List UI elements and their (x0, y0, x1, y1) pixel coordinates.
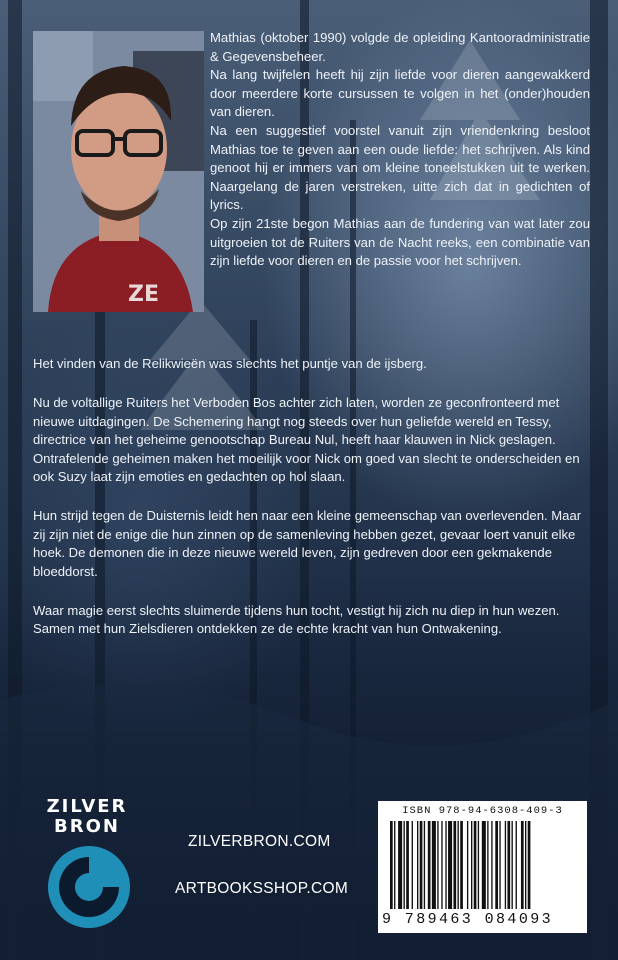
publisher-website[interactable]: ZILVERBRON.COM (188, 833, 331, 850)
barcode-bar (458, 821, 459, 909)
barcode-bar (417, 821, 418, 909)
barcode-bar (424, 821, 425, 909)
svg-text:ZE: ZE (128, 282, 159, 307)
bio-paragraph: Op zijn 21ste begon Mathias aan de fundering van wat later zou uitgroeien tot de Ruiters van de Nacht reeks, een combinatie van zijn liefde voor dieren en de passie voor het schrijven. (210, 215, 590, 269)
logo-line-1: ZILVER (46, 796, 128, 817)
barcode-bar (471, 821, 472, 909)
barcode-bar (499, 821, 500, 909)
barcode-bar (420, 821, 423, 909)
barcode-bar (412, 821, 413, 909)
barcode-bar (394, 821, 395, 909)
barcode-bar (525, 821, 526, 909)
swirl-logo-icon (45, 843, 133, 931)
barcode-bar (507, 821, 510, 909)
author-bio (210, 29, 590, 271)
barcode-bar (474, 821, 477, 909)
barcode-bar (521, 821, 524, 909)
bio-paragraph: Mathias (oktober 1990) volgde de opleiding Kantooradministratie & Gegevensbeheer. (210, 30, 590, 64)
shop-website[interactable]: ARTBOOKSSHOP.COM (175, 880, 349, 897)
barcode-bar (398, 821, 402, 909)
isbn-label: ISBN 978-94-6308-409-3 (402, 805, 563, 817)
barcode-bars (390, 821, 576, 913)
barcode-bar (512, 821, 513, 909)
barcode-bar (478, 821, 479, 909)
publisher-logo (37, 797, 137, 931)
logo-line-2: BRON (54, 816, 120, 837)
bio-paragraph: Na lang twijfelen heeft hij zijn liefde voor dieren aangewakkerd door meerdere korte cursussen te volgen in het (onder)houden van dieren. (210, 67, 590, 120)
barcode-bar (428, 821, 431, 909)
barcode-bar (453, 821, 456, 909)
barcode-bar (406, 821, 409, 909)
author-photo (33, 31, 204, 312)
barcode-bar (441, 821, 442, 909)
barcode-bar (482, 821, 486, 909)
barcode-bar (460, 821, 463, 909)
barcode-bar (437, 821, 438, 909)
barcode-bar (528, 821, 531, 909)
barcode-bar (432, 821, 436, 909)
barcode-bar (404, 821, 405, 909)
blurb-paragraph: Het vinden van de Relikwieën was slechts het puntje van de ijsberg. (33, 356, 427, 371)
barcode-bar (491, 821, 492, 909)
barcode-bar (448, 821, 452, 909)
barcode-bar (445, 821, 446, 909)
book-blurb (33, 355, 589, 660)
isbn-barcode (378, 801, 587, 933)
barcode-digits: 9 789463 084093 (382, 911, 554, 928)
barcode-bar (390, 821, 393, 909)
barcode-bar (516, 821, 517, 909)
blurb-paragraph: Waar magie eerst slechts sluimerde tijdens hun tocht, vestigt hij zich nu diep in hun wezen. Samen met hun Zielsdieren ontdekken ze de echte kracht van hun Ontwakening. (33, 603, 560, 637)
blurb-paragraph: Nu de voltallige Ruiters het Verboden Bos achter zich laten, worden ze geconfronteerd met nieuwe uitdagingen. De Schemering hangt nog steeds over hun geliefde wereld en Tessy, directrice van het geheime genootschap Bureau Nul, heeft haar klauwen in Nick geslagen. Ontrafelende geheimen maken het moeilijk voor Nick om goed van slecht te onderscheiden en ook Suzy laat zijn emoties en gedachten op hol slaan. (33, 395, 580, 485)
barcode-bar (487, 821, 488, 909)
barcode-bar (495, 821, 498, 909)
barcode-bar (505, 821, 506, 909)
blurb-paragraph: Hun strijd tegen de Duisternis leidt hen naar een kleine gemeenschap van overlevenden. Maar zij zijn niet de enige die hun zinnen op de samenleving hebben gezet, gevaar loert vanuit elke hoek. De demonen die in deze nieuwe wereld leven, zijn gedreven door een gekmakende bloeddorst. (33, 508, 582, 579)
bio-paragraph: Na een suggestief voorstel vanuit zijn vriendenkring besloot Mathias toe te geven aan een oude liefde: het schrijven. Als kind genoot hij er immers van om kleine toneelstukken uit te werken. Naargelang de jaren verstreken, uitte zich dat in gedichten of lyrics. (210, 122, 590, 213)
barcode-bar (467, 821, 468, 909)
